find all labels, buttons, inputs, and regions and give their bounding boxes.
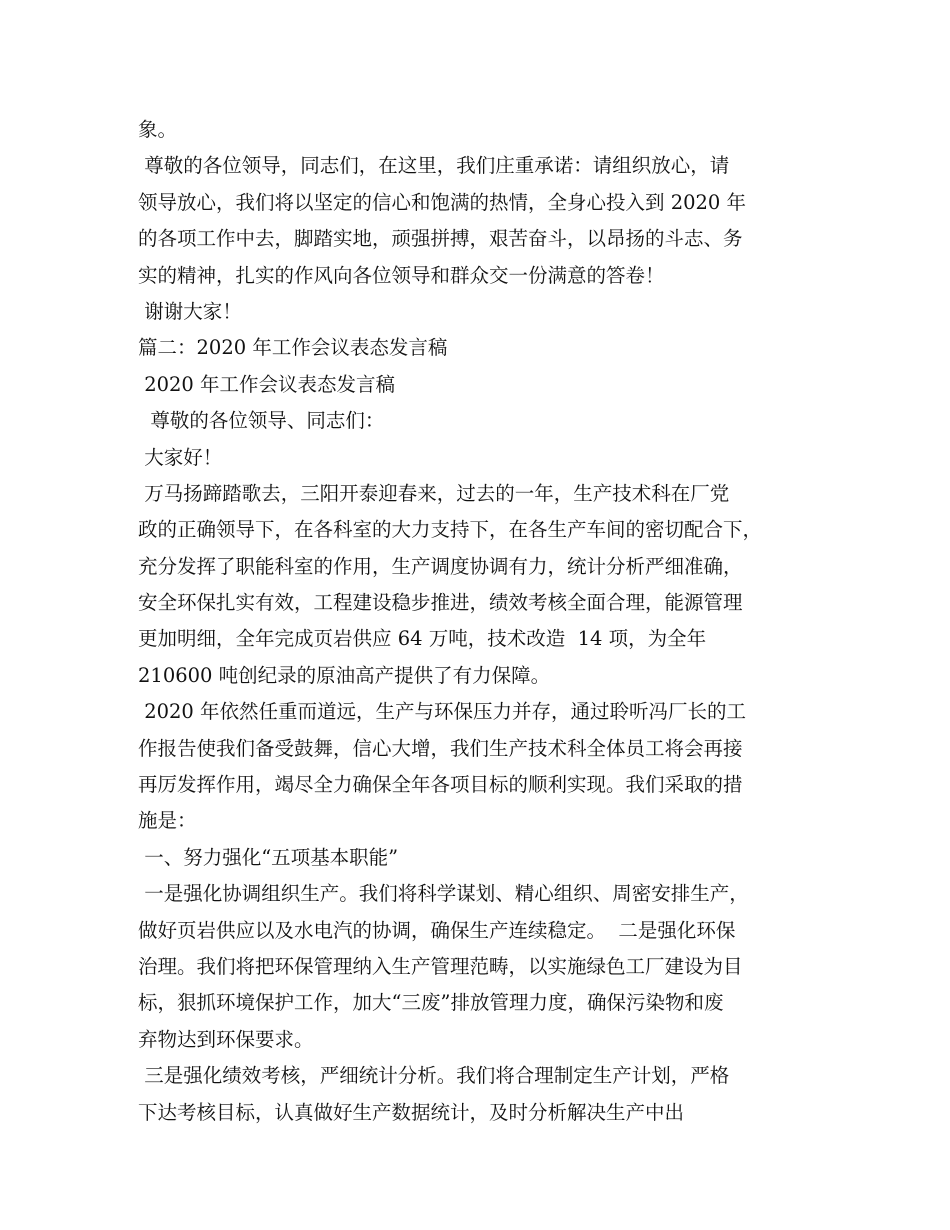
text-line: 2020 年依然任重而道远，生产与环保压力并存，通过聆听冯厂长的工 (138, 700, 747, 724)
document-title: 2020 年工作会议表态发言稿 (138, 372, 396, 396)
text-line: 标，狠抓环境保护工作，加大“三废”排放管理力度，确保污染物和废 (138, 991, 724, 1015)
text-line: 治理。我们将把环保管理纳入生产管理范畴，以实施绿色工厂建设为目 (138, 954, 743, 978)
text-line: 安全环保扎实有效，工程建设稳步推进，绩效考核全面合理，能源管理 (138, 591, 743, 615)
text-line: 做好页岩供应以及水电汽的协调，确保生产连续稳定。 二是强化环保 (138, 918, 736, 942)
text-line: 尊敬的各位领导，同志们，在这里，我们庄重承诺：请组织放心，请 (138, 154, 730, 178)
text-line: 实的精神，扎实的作风向各位领导和群众交一份满意的答卷！ (138, 263, 665, 287)
text-line: 更加明细，全年完成页岩供应 64 万吨，技术改造 14 项，为全年 (138, 627, 707, 651)
text-line: 三是强化绩效考核，严细统计分析。我们将合理制定生产计划，严格 (138, 1064, 730, 1088)
document-body (138, 112, 818, 1131)
text-line: 象。 (138, 118, 178, 141)
text-line: 政的正确领导下，在各科室的大力支持下，在各生产车间的密切配合下， (138, 518, 763, 542)
text-line: 充分发挥了职能科室的作用，生产调度协调有力，统计分析严细准确， (138, 554, 743, 578)
text-line: 一是强化协调组织生产。我们将科学谋划、精心组织、周密安排生产， (138, 882, 749, 906)
text-line: 再厉发挥作用，竭尽全力确保全年各项目标的顺利实现。我们采取的措 (138, 773, 743, 797)
text-line: 谢谢大家！ (138, 299, 242, 323)
text-line: 的各项工作中去，脚踏实地，顽强拼搏，艰苦奋斗，以昂扬的斗志、务 (138, 227, 743, 251)
text-line: 210600 吨创纪录的原油高产提供了有力保障。 (138, 663, 551, 687)
text-line: 施是： (138, 809, 197, 833)
subsection-heading: 一、努力强化“五项基本职能” (138, 845, 399, 869)
greeting: 大家好！ (138, 445, 223, 469)
text-line: 弃物达到环保要求。 (138, 1027, 314, 1051)
salutation: 尊敬的各位领导、同志们： (138, 409, 385, 433)
text-line: 万马扬蹄踏歌去，三阳开泰迎春来，过去的一年，生产技术科在厂党 (138, 481, 730, 505)
section-heading: 篇二：2020 年工作会议表态发言稿 (138, 336, 448, 360)
text-line: 下达考核目标，认真做好生产数据统计，及时分析解决生产中出 (138, 1100, 685, 1124)
text-line: 领导放心，我们将以坚定的信心和饱满的热情，全身心投入到 2020 年 (138, 190, 747, 214)
text-line: 作报告使我们备受鼓舞，信心大增，我们生产技术科全体员工将会再接 (138, 736, 743, 760)
